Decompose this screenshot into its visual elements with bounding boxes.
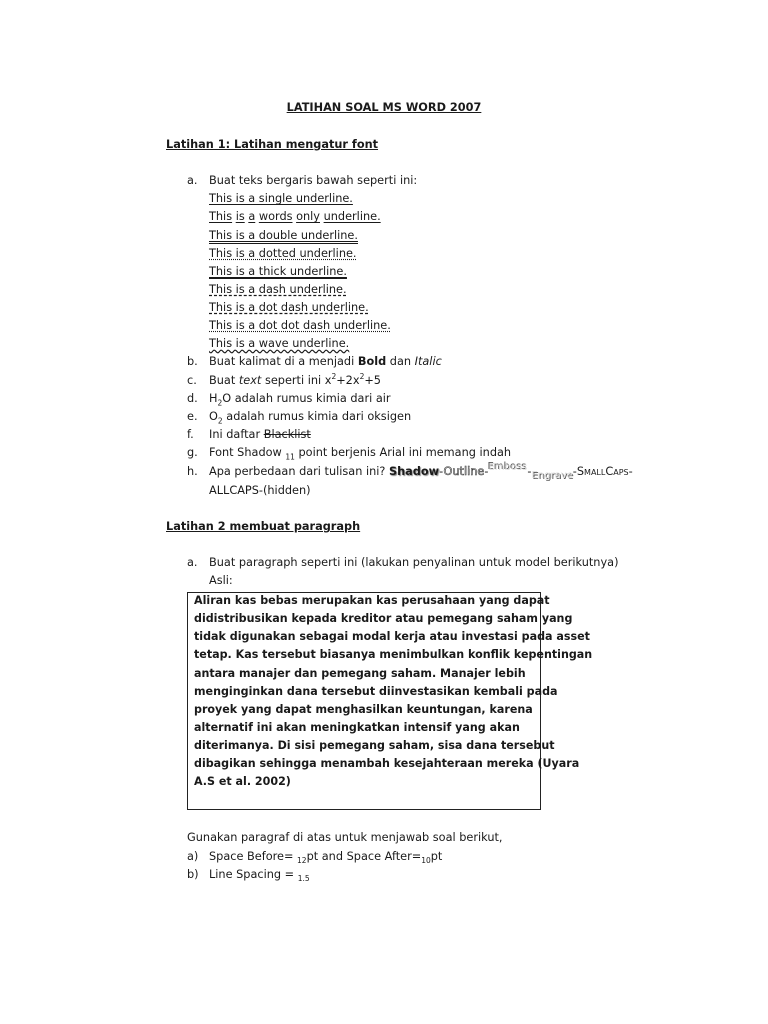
item-e-marker: e. bbox=[187, 410, 198, 423]
dash-underline-text: This is a dash underline. bbox=[209, 283, 347, 296]
item-b-marker: b. bbox=[187, 355, 198, 368]
item-h-line2: ALLCAPS-(hidden) bbox=[209, 484, 311, 497]
shadow-word: Shadow bbox=[388, 465, 440, 478]
subscript: 2 bbox=[217, 416, 223, 426]
dash: - bbox=[628, 465, 633, 478]
question-b-marker: b) bbox=[187, 868, 199, 881]
item-g-marker: g. bbox=[187, 446, 198, 459]
text: +5 bbox=[364, 374, 381, 387]
text: Buat kalimat di a menjadi bbox=[209, 355, 358, 368]
wave-underline-text: This is a wave underline. bbox=[209, 337, 350, 350]
small-number: 10 bbox=[421, 856, 431, 865]
asli-label: Asli: bbox=[209, 574, 233, 587]
question-a-marker: a) bbox=[187, 850, 199, 863]
item-d-text bbox=[209, 392, 391, 406]
text: O bbox=[209, 410, 218, 423]
paragraph-line: A.S et al. 2002) bbox=[194, 775, 291, 788]
word: is bbox=[235, 210, 245, 223]
text: point berjenis Arial ini memang indah bbox=[294, 446, 512, 459]
text: Font Shadow bbox=[209, 446, 286, 459]
paragraph-line: menginginkan dana tersebut diinvestasikan kembali pada bbox=[194, 685, 558, 698]
question-a-text bbox=[209, 850, 442, 865]
dot-dot-dash-underline-text: This is a dot dot dash underline. bbox=[209, 319, 391, 332]
text: +2x bbox=[336, 374, 360, 387]
word: This bbox=[209, 210, 233, 223]
small-number: 12 bbox=[297, 856, 307, 865]
paragraph-line: Aliran kas bebas merupakan kas perusahaan yang dapat bbox=[194, 594, 550, 607]
item-a-text: Buat teks bergaris bawah seperti ini: bbox=[209, 174, 418, 187]
paragraph-line: antara manajer dan pemegang saham. Manajer lebih bbox=[194, 667, 526, 680]
item-a-marker: a. bbox=[187, 174, 198, 187]
text: pt bbox=[430, 850, 443, 863]
item-c-marker: c. bbox=[187, 374, 197, 387]
text: dan bbox=[386, 355, 415, 368]
bold-word: Bold bbox=[357, 355, 387, 368]
superscript: 2 bbox=[359, 372, 365, 382]
item-f-marker: f. bbox=[187, 428, 194, 441]
item-b-text bbox=[209, 355, 442, 369]
paragraph-line: tidak digunakan sebagai modal kerja atau investasi pada asset bbox=[194, 630, 590, 643]
paragraph-line: didistribusikan kepada kreditor atau pemegang saham yang bbox=[194, 612, 573, 625]
italic-word: Italic bbox=[414, 355, 442, 368]
dash: - bbox=[439, 465, 444, 478]
instruction-text: Gunakan paragraf di atas untuk menjawab soal berikut, bbox=[187, 831, 503, 844]
word: underline. bbox=[323, 210, 381, 223]
section2-heading: Latihan 2 membuat paragraph bbox=[166, 520, 361, 533]
dash: - bbox=[527, 465, 532, 478]
dot-dash-underline-text: This is a dot dash underline. bbox=[209, 301, 369, 314]
item-c-text bbox=[209, 374, 381, 388]
text: pt and Space After= bbox=[306, 850, 422, 863]
words-only-underline-line bbox=[209, 210, 381, 224]
strikethrough-word: Blacklist bbox=[263, 428, 311, 441]
text: O adalah rumus kimia dari air bbox=[222, 392, 391, 405]
dotted-underline-text: This is a dotted underline. bbox=[209, 247, 357, 260]
emboss-word: Emboss bbox=[488, 462, 528, 473]
item-e-text bbox=[209, 410, 411, 424]
paragraph-line: diterimanya. Di sisi pemegang saham, sisa dana tersebut bbox=[194, 739, 555, 752]
paragraph-line: proyek yang dapat menghasilkan keuntungan, karena bbox=[194, 703, 533, 716]
dash: - bbox=[572, 465, 577, 478]
text: Space Before= bbox=[209, 850, 298, 863]
question-b-text bbox=[209, 868, 310, 883]
thick-underline-text: This is a thick underline. bbox=[209, 265, 347, 278]
text: Line Spacing = bbox=[209, 868, 298, 881]
item-g-text bbox=[209, 446, 511, 460]
paragraph-line: tetap. Kas tersebut biasanya menimbulkan konflik kepentingan bbox=[194, 648, 593, 661]
subscript: 2 bbox=[217, 398, 223, 408]
superscript: 2 bbox=[331, 372, 337, 382]
section1-heading: Latihan 1: Latihan mengatur font bbox=[166, 138, 379, 151]
text: Apa perbedaan dari tulisan ini? bbox=[209, 465, 389, 478]
item-h-text bbox=[209, 462, 633, 481]
text: adalah rumus kimia dari oksigen bbox=[222, 410, 412, 423]
paragraph-line: dibagikan sehingga menambah kesejahteraan mereka (Uyara bbox=[194, 757, 580, 770]
single-underline-text: This is a single underline. bbox=[209, 192, 353, 205]
text: Buat bbox=[209, 374, 239, 387]
paragraph-line: alternatif ini akan meningkatkan intensif yang akan bbox=[194, 721, 520, 734]
subscript: 11 bbox=[285, 452, 295, 462]
italic-word: text bbox=[238, 374, 262, 387]
smallcaps-word: SmallCaps bbox=[576, 465, 629, 478]
s2-item-a-text: Buat paragraph seperti ini (lakukan penyalinan untuk model berikutnya) bbox=[209, 556, 619, 569]
word: words bbox=[258, 210, 293, 223]
item-h-marker: h. bbox=[187, 465, 198, 478]
word: only bbox=[296, 210, 320, 223]
text: seperti ini x bbox=[261, 374, 332, 387]
text: Ini daftar bbox=[209, 428, 264, 441]
s2-item-a-marker: a. bbox=[187, 556, 198, 569]
dash: - bbox=[484, 465, 489, 478]
engrave-word: Engrave bbox=[531, 470, 573, 481]
word: a bbox=[248, 210, 256, 223]
text: H bbox=[209, 392, 218, 405]
small-number: 1.5 bbox=[297, 874, 310, 883]
outline-word: Outline bbox=[443, 465, 485, 478]
document-title: LATIHAN SOAL MS WORD 2007 bbox=[286, 101, 482, 114]
item-d-marker: d. bbox=[187, 392, 198, 405]
item-f-text bbox=[209, 428, 311, 442]
double-underline-text: This is a double underline. bbox=[209, 229, 358, 242]
